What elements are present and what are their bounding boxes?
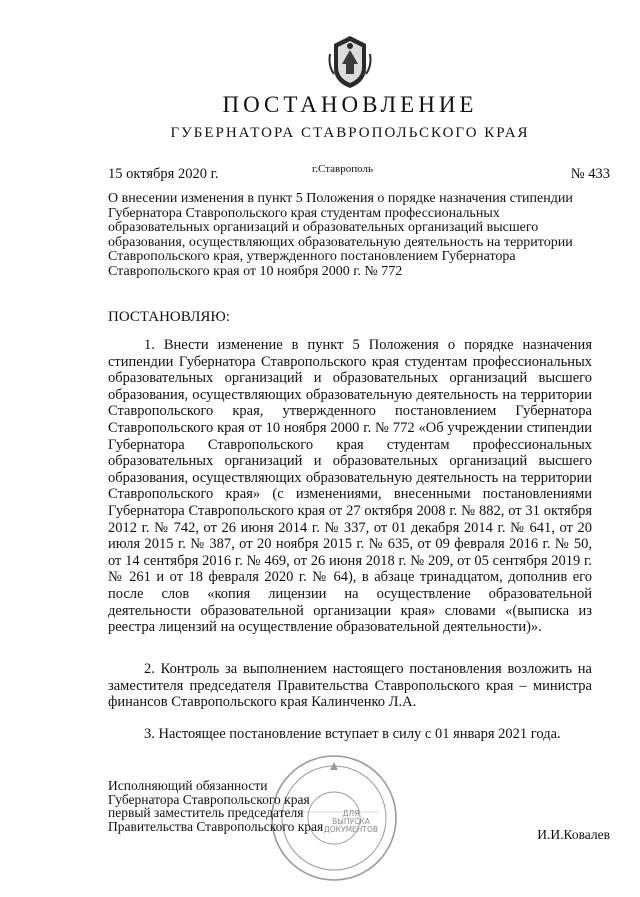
issuer-heading: ГУБЕРНАТОРА СТАВРОПОЛЬСКОГО КРАЯ bbox=[170, 125, 530, 141]
paragraph-1: 1. Внести изменение в пункт 5 Положения о порядке назначения стипендии Губернатора Ставропольского края студентам профессиональных образовательных организаций и образовательных организаций высшего образования, осуществляющих образовательную деятельность на территории Ставропольского края, утвержденного постановлением Губернатора Ставропольского края от 10 ноября 2000 г. № 772 «Об учреждении стипендии Губернатора Ставропольского края студентам профессиональных образовательных организаций и образовательных организаций высшего образования, осуществляющих образовательную деятельность на территории Ставропольского края» (с изменениями, внесенными постановлениями Губернатора Ставропольского края от 27 октября 2008 г. № 882, от 31 октября 2012 г. № 742, от 26 июня 2014 г. № 337, от 01 декабря 2014 г. № 641, от 20 июля 2015 г. № 387, от 20 ноября 2015 г. № 635, от 09 февраля 2016 г. № 50, от 14 сентября 2016 г. № 469, от 26 июня 2018 г. № 209, от 05 сентября 2019 г. № 261 и от 18 февраля 2020 г. № 64), в абзаце тринадцатом, дополнив его после слов «копия лицензии на осуществление образовательной деятельности образовательной организации края» словами «(выписка из реестра лицензий на осуществление образовательной деятельности)». bbox=[108, 337, 592, 636]
signatory-title-line: первый заместитель председателя bbox=[108, 805, 304, 820]
signatory-title-line: Исполняющий обязанности bbox=[108, 778, 268, 793]
decree-word: ПОСТАНОВЛЯЮ: bbox=[108, 309, 230, 325]
coat-of-arms-icon bbox=[328, 34, 372, 90]
document-city: г.Ставрополь bbox=[312, 163, 373, 175]
signatory-title-line: Правительства Ставропольского края bbox=[108, 818, 324, 834]
signatory-title bbox=[108, 779, 323, 833]
document-type-heading: ПОСТАНОВЛЕНИЕ bbox=[222, 92, 478, 117]
signatory-title-line: Губернатора Ставропольского края bbox=[108, 791, 310, 807]
paragraph-3: 3. Настоящее постановление вступает в силу с 01 января 2021 года. bbox=[144, 726, 561, 742]
signatory-name: И.И.Ковалев bbox=[537, 827, 610, 842]
document-subject: О внесении изменения в пункт 5 Положения о порядке назначения стипендии Губернатора Ставропольского края студентам профессиональных образовательных организаций и образовательных организаций высшего образования, осуществляющих образовательную деятельность на территории Ставропольского края, утвержденного постановлением Губернатора Ставропольского края от 10 ноября 2000 г. № 772 bbox=[108, 191, 573, 279]
document-date: 15 октября 2020 г. bbox=[108, 166, 219, 182]
document-number: № 433 bbox=[570, 166, 610, 182]
paragraph-2: 2. Контроль за выполнением настоящего постановления возложить на заместителя председателя Правительства Ставропольского края – министра финансов Ставропольского края Калинченко Л.А. bbox=[108, 661, 592, 711]
stamp-text: ДЛЯ ВЫПУСКА ДОКУМЕНТОВ bbox=[323, 809, 379, 834]
